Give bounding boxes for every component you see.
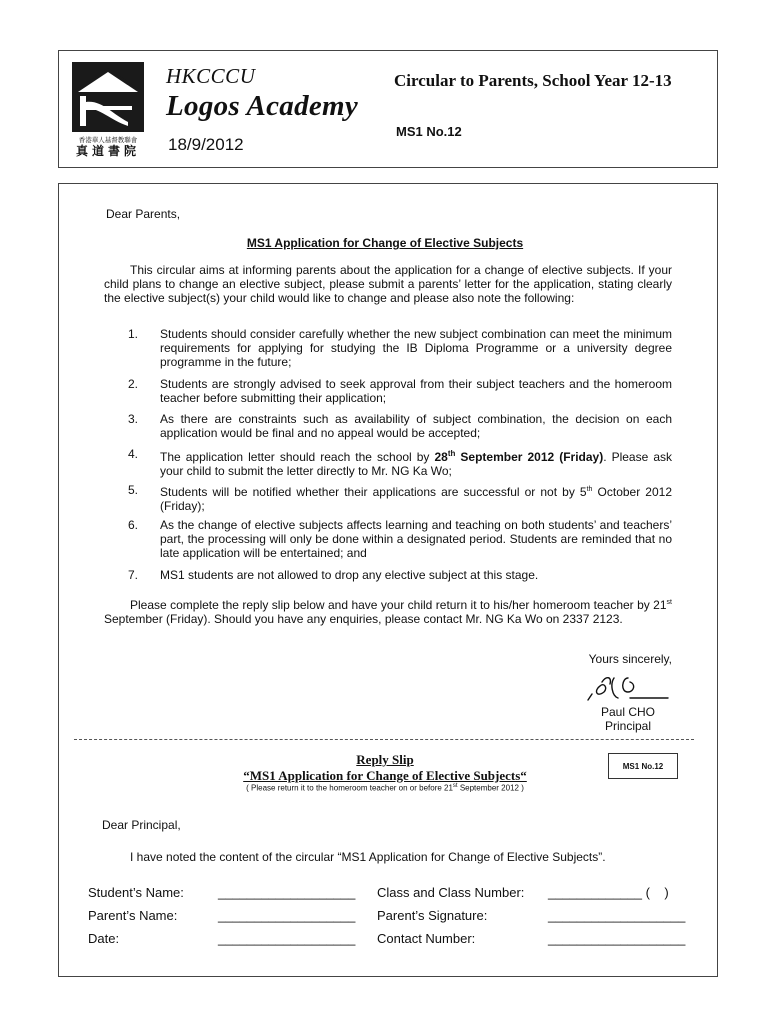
class-number-label: Class and Class Number: xyxy=(377,885,525,900)
deadline-suffix: th xyxy=(447,449,456,458)
deadline-day: 28 xyxy=(434,450,448,464)
reply-salutation: Dear Principal, xyxy=(102,818,181,832)
list-item-number: 5. xyxy=(128,483,139,497)
item-text-part: Students will be notified whether their applications are successful or not by 5 xyxy=(160,485,587,499)
intro-paragraph: This circular aims at informing parents about the application for a change of elective subjects. If your child plans to change an elective subject, please submit a parents’ letter for the application, stating clearly the elective subject(s) your child would like to change and please also note the following: xyxy=(104,263,672,305)
list-item-number: 1. xyxy=(128,327,139,341)
student-name-field[interactable]: ___________________ xyxy=(218,885,356,900)
item-text-part: October 2012 (Friday); xyxy=(160,485,672,513)
circular-title: Circular to Parents, School Year 12-13 xyxy=(394,71,672,90)
signer-name: Paul CHO xyxy=(600,705,656,719)
item-text-part: . Please ask your child to submit the letter directly to Mr. NG Ka Wo; xyxy=(160,450,672,478)
list-item-number: 6. xyxy=(128,518,139,532)
circular-date: 18/9/2012 xyxy=(168,135,244,154)
contact-number-field[interactable]: ___________________ xyxy=(548,931,686,946)
list-item-text xyxy=(160,447,672,478)
reply-slip-reference: MS1 No.12 xyxy=(608,753,678,779)
list-item-number: 3. xyxy=(128,412,139,426)
reply-slip-note xyxy=(0,783,770,793)
item-text-part: The application letter should reach the school by xyxy=(160,450,435,464)
date-suffix: st xyxy=(452,783,458,789)
date-field[interactable]: ___________________ xyxy=(218,931,356,946)
student-name-label: Student’s Name: xyxy=(88,885,184,900)
signer-title: Principal xyxy=(604,719,652,733)
list-item-text: Students are strongly advised to seek approval from their subject teachers and the homeroom teacher before submitting their application; xyxy=(160,377,672,405)
list-item-number: 2. xyxy=(128,377,139,391)
list-item-number: 7. xyxy=(128,568,139,582)
letter-subject-text: MS1 Application for Change of Elective Subjects xyxy=(246,236,524,250)
list-item-text: As the change of elective subjects affects learning and teaching on both students’ and teachers’ part, the processing will only be done within a designated period. Students are reminded that no late application will be entertained; and xyxy=(160,518,672,560)
header-box xyxy=(58,50,718,168)
school-logo xyxy=(72,62,144,158)
school-name: Logos Academy xyxy=(166,90,359,122)
deadline-rest: September 2012 (Friday) xyxy=(455,450,604,464)
closing-paragraph xyxy=(104,596,672,626)
date-suffix: st xyxy=(666,599,672,606)
list-item-text xyxy=(160,483,672,513)
parent-name-label: Parent’s Name: xyxy=(88,908,178,923)
list-item-text: MS1 students are not allowed to drop any elective subject at this stage. xyxy=(160,568,539,582)
svg-text:真道書院: 真道書院 xyxy=(75,144,141,158)
date-label: Date: xyxy=(88,931,120,946)
acknowledgement-text: I have noted the content of the circular “MS1 Application for Change of Elective Subjects”. xyxy=(130,850,606,864)
principal-signature xyxy=(584,670,674,706)
class-number-field[interactable]: _____________ ( ) xyxy=(548,885,669,900)
list-item-text: Students should consider carefully whether the new subject combination can meet the minimum requirements for applying for studying the IB Diploma Programme or a university degree programme in the future; xyxy=(160,327,672,369)
reply-slip-subject-text: “MS1 Application for Change of Elective Subjects“ xyxy=(243,768,527,783)
closing-text-part: Please complete the reply slip below and have your child return it to his/her homeroom teacher by 21 xyxy=(130,598,667,612)
deadline-date xyxy=(434,450,603,464)
reply-slip-title-text: Reply Slip xyxy=(356,752,414,767)
letter-subject xyxy=(0,236,770,250)
salutation: Dear Parents, xyxy=(106,207,181,221)
list-item-number: 4. xyxy=(128,447,139,461)
date-suffix: th xyxy=(586,486,593,493)
sign-off: Yours sincerely, xyxy=(588,652,672,666)
svg-text:香港華人基督教聯會: 香港華人基督教聯會 xyxy=(78,136,138,144)
parent-name-field[interactable]: ___________________ xyxy=(218,908,356,923)
cut-line-divider xyxy=(74,739,694,740)
note-text-part: ( Please return it to the homeroom teacher on or before 21 xyxy=(246,783,453,793)
parent-signature-field[interactable]: ___________________ xyxy=(548,908,686,923)
parent-signature-label: Parent’s Signature: xyxy=(377,908,488,923)
closing-text-part: September (Friday). Should you have any enquiries, please contact Mr. NG Ka Wo on 2337 2123. xyxy=(104,612,623,626)
list-item-text: As there are constraints such as availability of subject combination, the decision on each application would be final and no appeal would be accepted; xyxy=(160,412,672,440)
contact-number-label: Contact Number: xyxy=(377,931,476,946)
note-text-part: September 2012 ) xyxy=(457,783,524,793)
org-name: HKCCCU xyxy=(166,64,256,88)
circular-reference: MS1 No.12 xyxy=(396,124,462,139)
